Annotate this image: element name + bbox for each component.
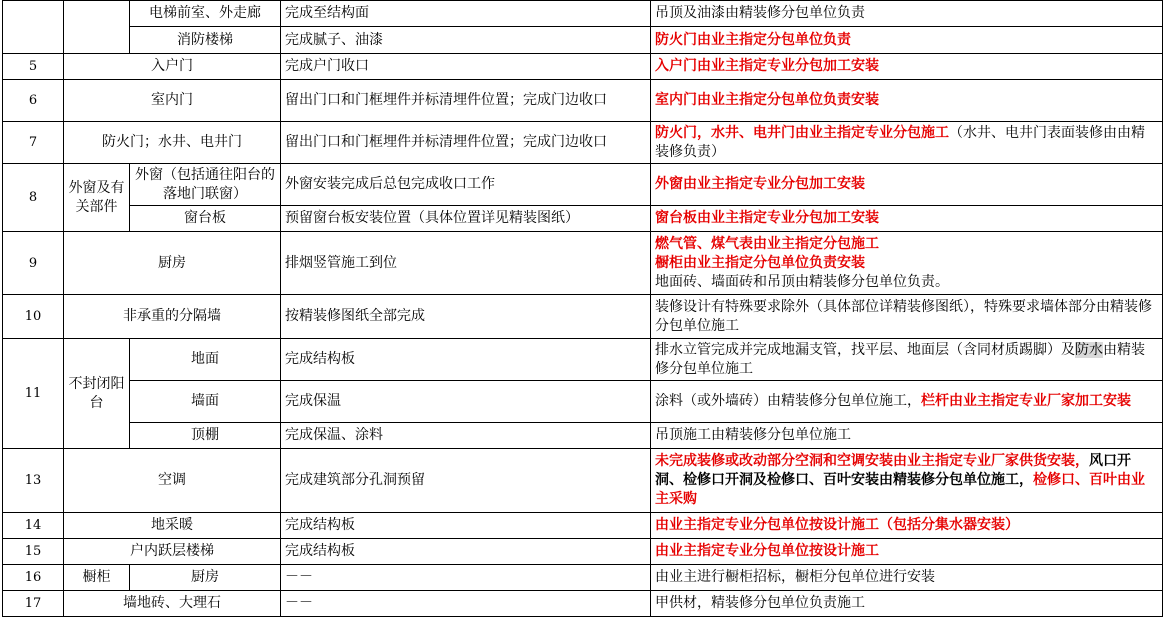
note-red: 燃气管、煤气表由业主指定分包施工	[655, 235, 879, 252]
sub-item: 地面	[130, 339, 281, 381]
table-row	[3, 295, 1163, 339]
note-red: 由业主指定专业分包单位按设计施工	[655, 543, 879, 559]
table-row	[3, 591, 1163, 617]
note-red: 防火门由业主指定分包单位负责	[655, 31, 851, 48]
row-number: 10	[3, 295, 64, 339]
table-row	[3, 54, 1163, 80]
table-row	[3, 449, 1163, 513]
note-cell: 由业主进行橱柜招标，橱柜分包单位进行安装	[651, 565, 1163, 591]
row-number: 7	[3, 122, 64, 164]
row-number: 5	[3, 54, 64, 80]
item-name: 室内门	[64, 80, 281, 122]
note-cell	[651, 449, 1163, 513]
table-row	[3, 232, 1163, 295]
requirement-cell: 完成腻子、油漆	[281, 27, 651, 54]
note-red: 室内门由业主指定分包单位负责安装	[655, 92, 879, 108]
note-text: 排水立管完成并完成地漏支管，找平层、地面层（含同材质踢脚）及	[655, 341, 1075, 358]
note-cell: 装修设计有特殊要求除外（具体部位详精装修图纸），特殊要求墙体部分由精装修分包单位施工	[651, 295, 1163, 339]
note-cell: 吊顶及油漆由精装修分包单位负责	[651, 1, 1163, 27]
group-name: 橱柜	[64, 565, 130, 591]
table-row	[3, 1, 1163, 27]
table-row	[3, 206, 1163, 232]
item-name: 入户门	[64, 54, 281, 80]
note-cell	[651, 164, 1163, 206]
note-cell	[651, 80, 1163, 122]
requirement-cell: 留出门口和门框埋件并标清埋件位置；完成门边收口	[281, 80, 651, 122]
item-name: 墙地砖、大理石	[64, 591, 281, 617]
requirement-cell: 完成至结构面	[281, 1, 651, 27]
num-cell-blank	[3, 1, 64, 54]
table-row	[3, 381, 1163, 423]
note-cell: 甲供材，精装修分包单位负责施工	[651, 591, 1163, 617]
row-number: 8	[3, 164, 64, 232]
item-name: 地采暖	[64, 513, 281, 539]
note-red: 栏杆由业主指定专业厂家加工安装	[921, 393, 1131, 409]
note-cell	[651, 539, 1163, 565]
requirement-cell: 完成保温	[281, 381, 651, 423]
table-row	[3, 27, 1163, 54]
responsibility-table	[2, 0, 1163, 617]
sub-item: 外窗（包括通往阳台的落地门联窗）	[130, 164, 281, 206]
requirement-cell: 完成建筑部分孔洞预留	[281, 449, 651, 513]
table-row	[3, 513, 1163, 539]
note-text: （水井、电井门表面装修由由精装修负责）	[655, 124, 1145, 160]
note-bold: 风口开洞、检修口开洞及检修口、百叶安装由精装修分包单位施工，	[655, 453, 1131, 488]
item-name: 厨房	[64, 232, 281, 295]
sub-item: 墙面	[130, 381, 281, 423]
table-row	[3, 122, 1163, 164]
row-number: 15	[3, 539, 64, 565]
table-row	[3, 423, 1163, 449]
row-number: 13	[3, 449, 64, 513]
item-name: 非承重的分隔墙	[64, 295, 281, 339]
note-cell	[651, 513, 1163, 539]
requirement-cell: 按精装修图纸全部完成	[281, 295, 651, 339]
note-red: 防火门，水井、电井门由业主指定专业分包施工	[655, 124, 949, 141]
group-name: 外窗及有关部件	[64, 164, 130, 232]
requirement-cell: 完成结构板	[281, 513, 651, 539]
requirement-cell: 完成结构板	[281, 339, 651, 381]
note-cell	[651, 206, 1163, 232]
sub-item: 窗台板	[130, 206, 281, 232]
row-number: 11	[3, 339, 64, 449]
note-highlight: 防水	[1075, 341, 1103, 358]
note-red: 入户门由业主指定专业分包加工安装	[655, 58, 879, 74]
requirement-cell: 完成户门收口	[281, 54, 651, 80]
table-row	[3, 539, 1163, 565]
requirement-cell: 外窗安装完成后总包完成收口工作	[281, 164, 651, 206]
row-number: 6	[3, 80, 64, 122]
row-number: 14	[3, 513, 64, 539]
note-text: 地面砖、墙面砖和吊顶由精装修分包单位负责。	[655, 273, 949, 290]
note-text: 由精装修分包单位施工	[655, 341, 1145, 377]
item-name: 防火门；水井、电井门	[64, 122, 281, 164]
sub-item: 厨房	[130, 565, 281, 591]
row-number: 9	[3, 232, 64, 295]
table-row	[3, 565, 1163, 591]
group-name: 不封闭阳台	[64, 339, 130, 449]
table-row	[3, 164, 1163, 206]
requirement-cell: 留出门口和门框埋件并标清埋件位置；完成门边收口	[281, 122, 651, 164]
note-cell	[651, 339, 1163, 381]
note-cell: 吊顶施工由精装修分包单位施工	[651, 423, 1163, 449]
requirement-cell: －－	[281, 565, 651, 591]
note-cell	[651, 232, 1163, 295]
sub-item: 顶棚	[130, 423, 281, 449]
item-cell-blank	[64, 1, 130, 54]
row-number: 16	[3, 565, 64, 591]
requirement-cell: －－	[281, 591, 651, 617]
note-red: 外窗由业主指定专业分包加工安装	[655, 176, 865, 192]
note-cell	[651, 54, 1163, 80]
requirement-cell: 预留窗台板安装位置（具体位置详见精装图纸）	[281, 206, 651, 232]
note-cell	[651, 27, 1163, 54]
note-red: 窗台板由业主指定专业分包加工安装	[655, 210, 879, 226]
note-text: 涂料（或外墙砖）由精装修分包单位施工，	[655, 393, 921, 409]
note-red: 检修口、百叶由业主采购	[655, 472, 1145, 507]
note-red: 橱柜由业主指定分包单位负责安装	[655, 254, 865, 271]
note-red: 未完成装修或改动部分空洞和空调安装由业主指定专业厂家供货安装，	[655, 453, 1089, 469]
note-cell	[651, 122, 1163, 164]
sub-item: 消防楼梯	[130, 27, 281, 54]
sub-item: 电梯前室、外走廊	[130, 1, 281, 27]
item-name: 户内跃层楼梯	[64, 539, 281, 565]
note-cell	[651, 381, 1163, 423]
table-row	[3, 339, 1163, 381]
requirement-cell: 完成结构板	[281, 539, 651, 565]
item-name: 空调	[64, 449, 281, 513]
table-row	[3, 80, 1163, 122]
row-number: 17	[3, 591, 64, 617]
requirement-cell: 排烟竖管施工到位	[281, 232, 651, 295]
note-red: 由业主指定专业分包单位按设计施工（包括分集水器安装）	[655, 517, 1019, 533]
requirement-cell: 完成保温、涂料	[281, 423, 651, 449]
